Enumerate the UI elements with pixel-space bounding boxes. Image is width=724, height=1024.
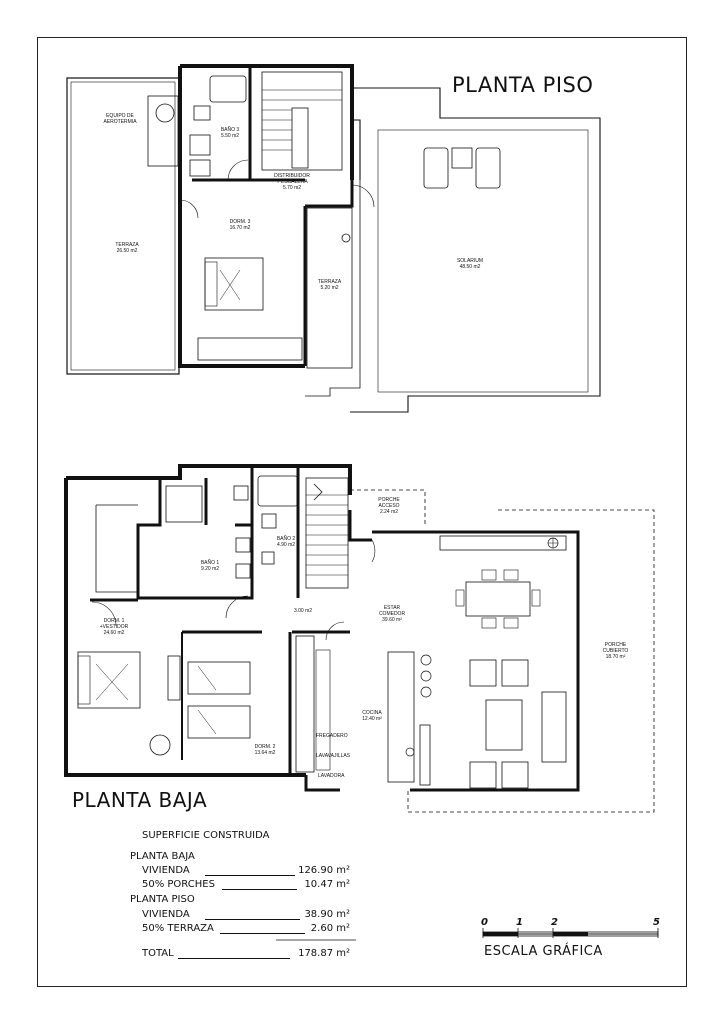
lower-floor-title: PLANTA BAJA <box>72 788 208 812</box>
surface-value-porches: 10.47 m² <box>304 879 350 890</box>
room-label-dorm-1: DORM. 1 +VESTIDOR 24.60 m2 <box>99 618 129 636</box>
surface-row-vivienda-baja: VIVIENDA <box>142 865 190 876</box>
room-label-bano-3: BAÑO 3 5.50 m2 <box>220 127 240 139</box>
room-label-terraza-large: TERRAZA 26.50 m2 <box>115 242 139 254</box>
room-label-dorm-2: DORM. 2 13.64 m2 <box>254 744 276 756</box>
appliance-label-lavadora: LAVADORA <box>318 773 345 779</box>
scale-tick-0: 0 <box>481 917 488 928</box>
upper-floor-title: PLANTA PISO <box>452 73 594 97</box>
scale-title: ESCALA GRÁFICA <box>484 944 603 959</box>
lower-floor-plan <box>66 466 654 812</box>
room-label-aerotermia: EQUIPO DE AEROTERMIA <box>103 113 137 125</box>
room-label-solarium: SOLARIUM 48.50 m2 <box>456 258 484 270</box>
scale-tick-1: 1 <box>516 917 523 928</box>
room-label-distribuidor: DISTRIBUIDOR Y ESCALERA 5.70 m2 <box>274 173 310 191</box>
room-label-bano-2: BAÑO 2 4.90 m2 <box>276 536 296 548</box>
room-label-dorm-3: DORM. 3 16.70 m2 <box>229 219 251 231</box>
surface-value-vivienda-baja: 126.90 m² <box>298 865 350 876</box>
room-label-estar-comedor: ESTAR COMEDOR 39.60 m² <box>378 605 406 623</box>
surface-row-planta-baja: PLANTA BAJA <box>130 851 195 862</box>
scale-tick-2: 2 <box>551 917 558 928</box>
surface-row-total: TOTAL <box>142 948 174 959</box>
leader-line <box>178 958 290 959</box>
graphic-scale-bar <box>483 928 658 938</box>
room-label-terraza-small: TERRAZA 5.20 m2 <box>317 279 342 291</box>
surface-value-total: 178.87 m² <box>298 948 350 959</box>
room-label-bano-1: BAÑO 1 9.20 m2 <box>200 560 220 572</box>
surface-row-vivienda-piso: VIVIENDA <box>142 909 190 920</box>
appliance-label-fregadero: FREGADERO <box>316 733 348 739</box>
leader-line <box>205 919 300 920</box>
room-label-hall: 3.00 m2 <box>293 608 313 614</box>
appliance-label-lavavajillas: LAVAVAJILLAS <box>316 753 351 759</box>
leader-line <box>205 875 295 876</box>
surface-table-heading: SUPERFICIE CONSTRUIDA <box>142 830 270 841</box>
surface-row-terraza: 50% TERRAZA <box>142 923 214 934</box>
scale-tick-5: 5 <box>653 917 660 928</box>
upper-floor-plan <box>67 66 600 412</box>
room-label-porche-acceso: PORCHE ACCESO 2.24 m2 <box>378 497 400 515</box>
leader-line <box>222 889 297 890</box>
surface-row-planta-piso: PLANTA PISO <box>130 894 195 905</box>
room-label-cocina: COCINA 12.40 m² <box>362 710 382 722</box>
surface-value-terraza: 2.60 m² <box>310 923 350 934</box>
surface-row-porches: 50% PORCHES <box>142 879 215 890</box>
surface-value-vivienda-piso: 38.90 m² <box>304 909 350 920</box>
room-label-porche-cubierto: PORCHE CUBIERTO 18.70 m² <box>602 642 629 660</box>
